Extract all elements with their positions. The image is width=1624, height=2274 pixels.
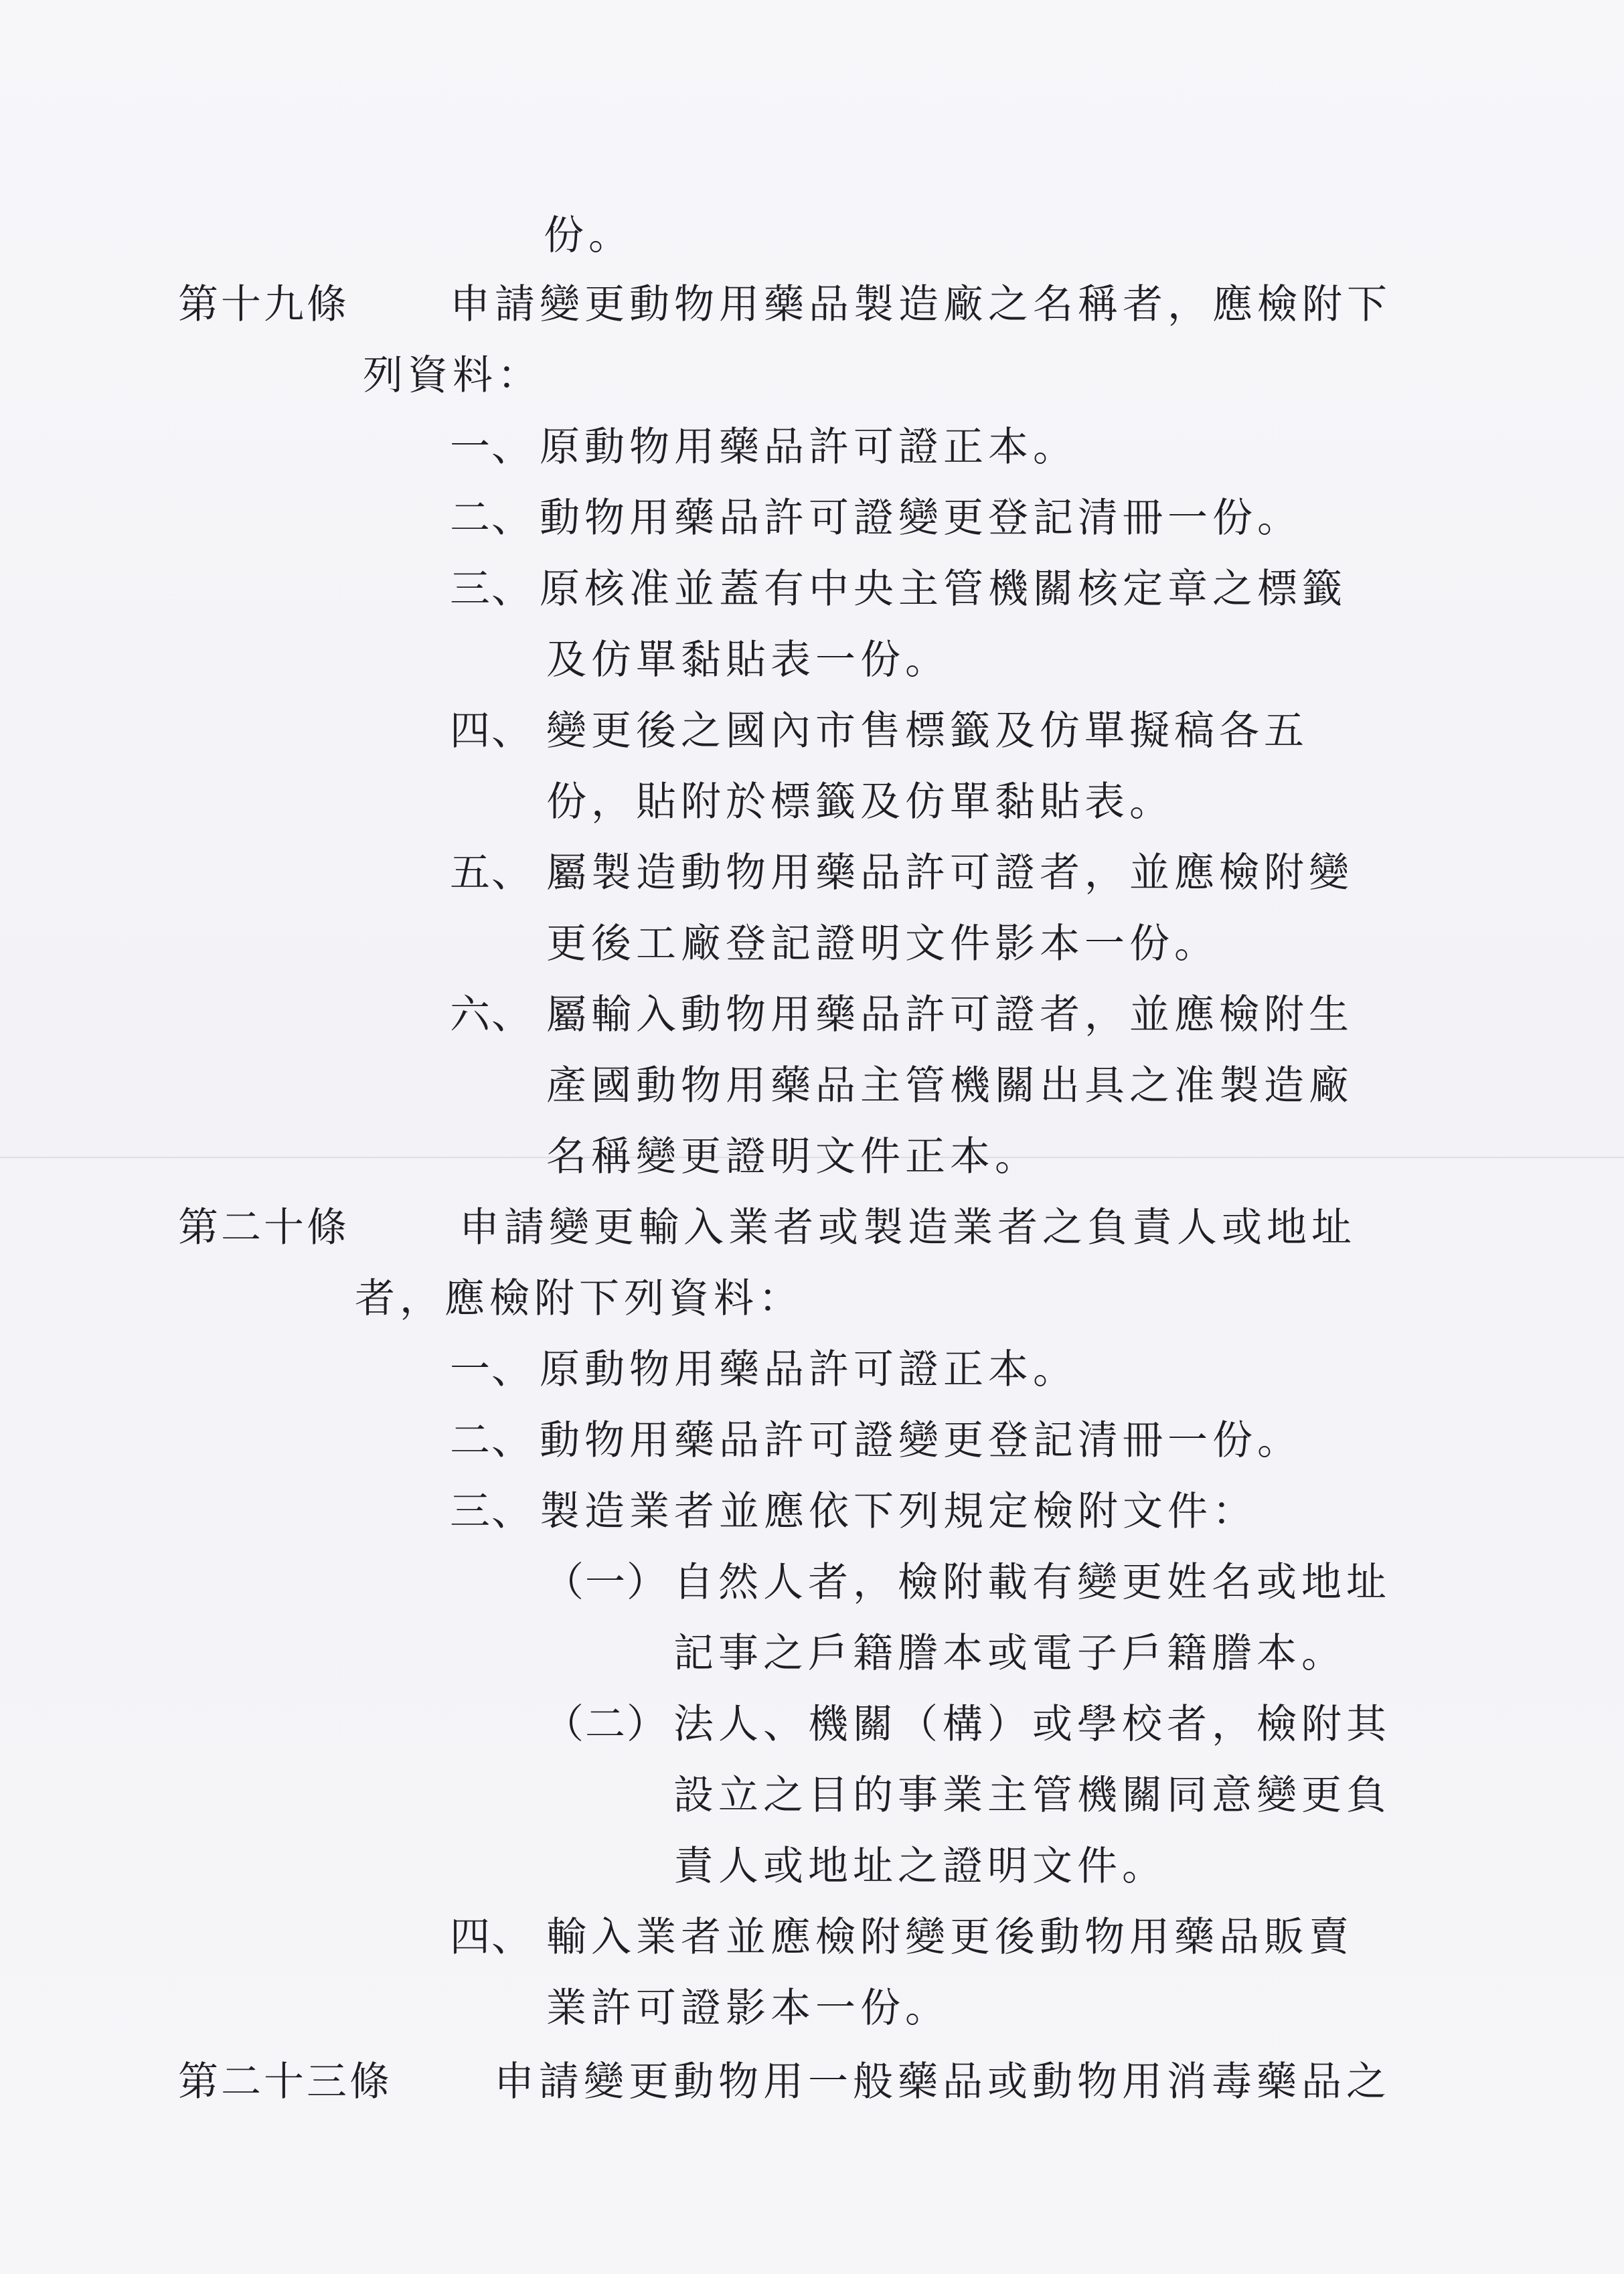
article-20-subitem-1-text-line-2: 記事之戶籍謄本或電子戶籍謄本。 [673, 1630, 1346, 1677]
article-20-subitem-1-number: （一） [544, 1559, 668, 1606]
article-23-intro-line-1: 申請變更動物用一般藥品或動物用消毒藥品之 [494, 2058, 1391, 2105]
article-20-item-2-text: 動物用藥品許可證變更登記清冊一份。 [540, 1417, 1302, 1464]
article-19-item-6-text-line-1: 屬輸入動物用藥品許可證者，並應檢附生 [546, 991, 1354, 1038]
article-20-label: 第二十條 [178, 1204, 349, 1251]
article-20-item-4-text-line-2: 業許可證影本一份。 [546, 1985, 950, 2032]
article-20-item-3-text: 製造業者並應依下列規定檢附文件： [540, 1488, 1257, 1535]
article-20-item-3-number: 三、 [450, 1488, 533, 1535]
article-20-subitem-2-text-line-1: 法人、機關（構）或學校者，檢附其 [673, 1701, 1391, 1748]
article-20-item-1-text: 原動物用藥品許可證正本。 [540, 1346, 1078, 1393]
article-19-item-5-text-line-2: 更後工廠登記證明文件影本一份。 [546, 920, 1219, 967]
article-19-item-4-text-line-1: 變更後之國內市售標籤及仿單擬稿各五 [546, 708, 1309, 754]
article-20-subitem-2-text-line-3: 責人或地址之證明文件。 [673, 1843, 1167, 1890]
article-20-subitem-2-text-line-2: 設立之目的事業主管機關同意變更負 [673, 1772, 1391, 1819]
article-19-label: 第十九條 [178, 281, 349, 328]
article-19-item-4-number: 四、 [450, 708, 533, 754]
article-19-item-5-number: 五、 [450, 849, 533, 896]
article-19-item-3-text-line-2: 及仿單黏貼表一份。 [546, 637, 950, 683]
article-19-intro-line-2: 列資料： [363, 352, 542, 399]
continuation-text: 份。 [544, 212, 633, 259]
article-19-item-6-number: 六、 [450, 991, 533, 1038]
article-19-intro-line-1: 申請變更動物用藥品製造廠之名稱者，應檢附下 [450, 281, 1392, 328]
article-19-item-6-text-line-2: 產國動物用藥品主管機關出具之准製造廠 [546, 1062, 1354, 1109]
article-19-item-3-number: 三、 [450, 566, 533, 613]
article-20-intro-line-1: 申請變更輸入業者或製造業者之負責人或地址 [459, 1204, 1356, 1251]
article-19-item-1-text: 原動物用藥品許可證正本。 [540, 424, 1078, 471]
article-23-label: 第二十三條 [178, 2058, 392, 2105]
article-19-item-3-text-line-1: 原核准並蓋有中央主管機關核定章之標籤 [540, 566, 1347, 613]
article-20-intro-line-2: 者，應檢附下列資料： [355, 1275, 803, 1322]
article-20-subitem-1-text-line-1: 自然人者，檢附載有變更姓名或地址 [673, 1559, 1391, 1606]
article-19-item-2-text: 動物用藥品許可證變更登記清冊一份。 [540, 495, 1302, 542]
article-20-item-2-number: 二、 [450, 1417, 533, 1464]
article-19-item-1-number: 一、 [450, 424, 533, 471]
article-19-item-6-text-line-3: 名稱變更證明文件正本。 [546, 1133, 1040, 1180]
article-20-item-1-number: 一、 [450, 1346, 533, 1393]
article-19-item-2-number: 二、 [450, 495, 533, 542]
article-20-item-4-number: 四、 [450, 1914, 533, 1961]
article-19-item-5-text-line-1: 屬製造動物用藥品許可證者，並應檢附變 [546, 849, 1354, 896]
article-19-item-4-text-line-2: 份，貼附於標籤及仿單黏貼表。 [546, 779, 1174, 825]
article-20-item-4-text-line-1: 輸入業者並應檢附變更後動物用藥品販賣 [546, 1914, 1354, 1961]
article-20-subitem-2-number: （二） [544, 1701, 668, 1748]
